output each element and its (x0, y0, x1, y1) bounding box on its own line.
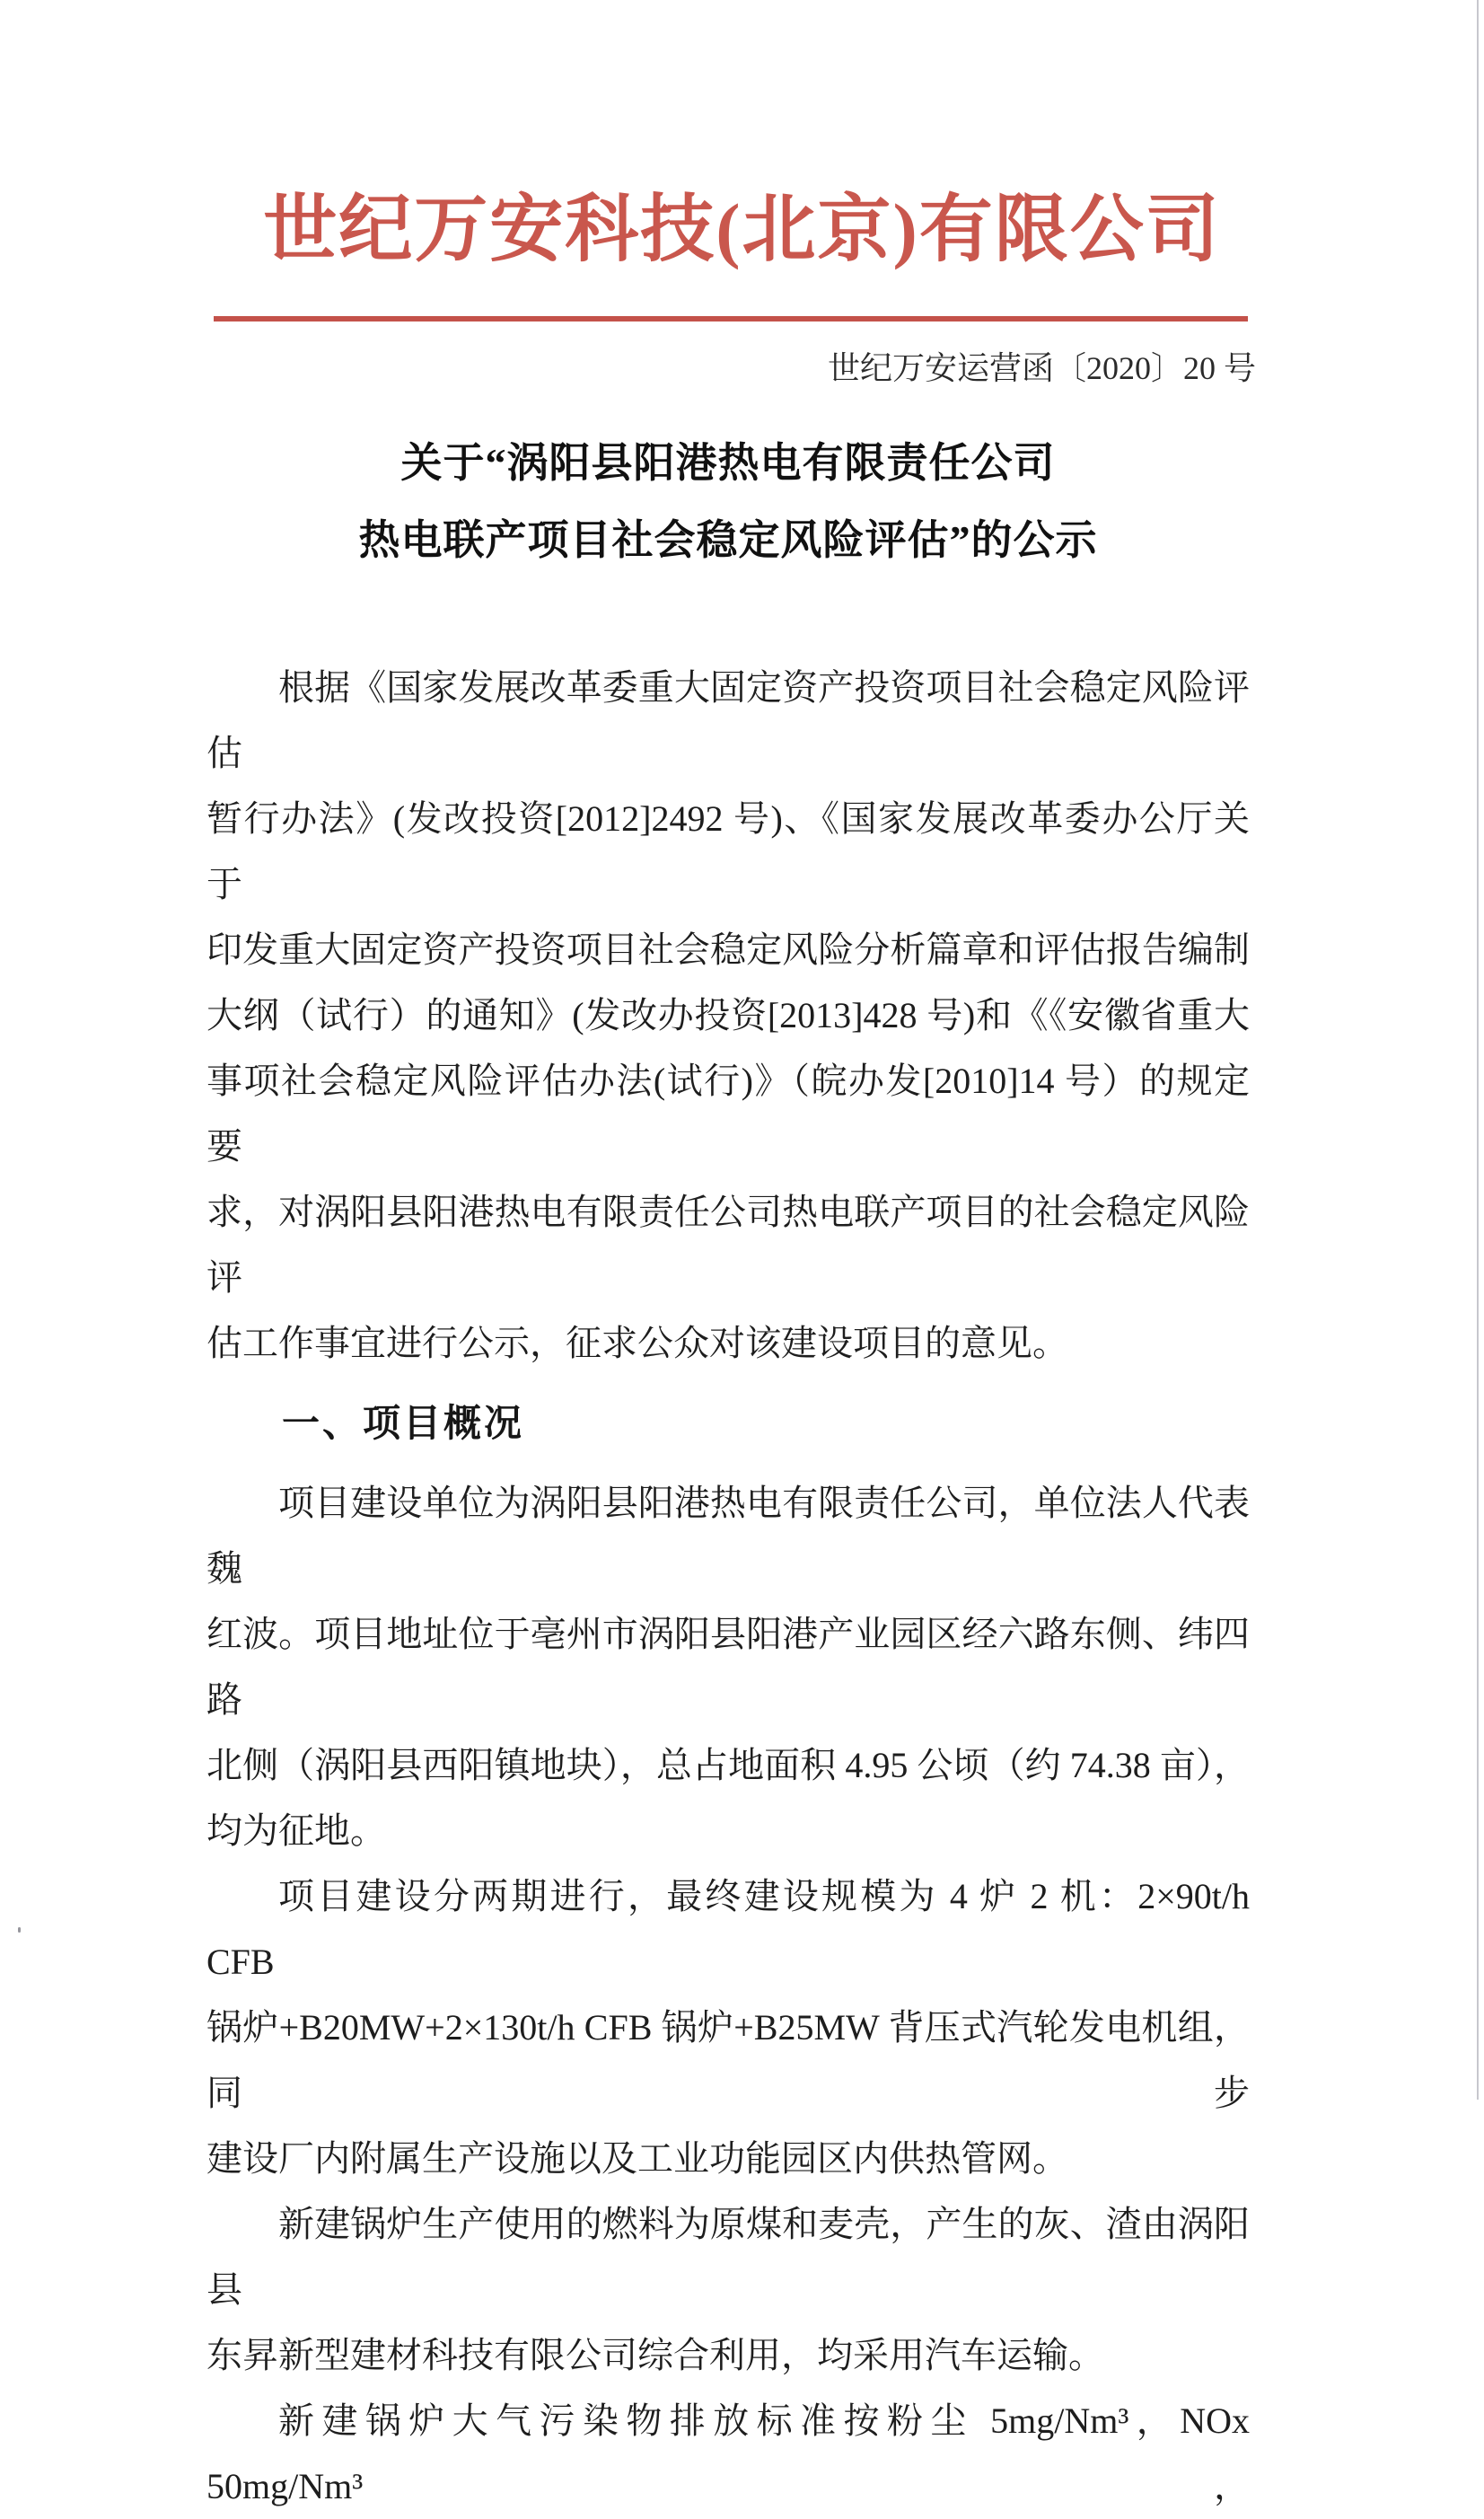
paragraph-emission-standards (206, 2388, 1250, 2519)
text-line: 红波。项目地址位于亳州市涡阳县阳港产业园区经六路东侧、纬四路 (206, 1614, 1250, 1720)
text-line: 新建锅炉生产使用的燃料为原煤和麦壳，产生的灰、渣由涡阳县 (206, 2204, 1250, 2310)
paragraph-fuel-and-ash (206, 2191, 1250, 2388)
scan-speck-artifact (18, 1927, 21, 1933)
text-line: 新建锅炉大气污染物排放标准按粉尘 5mg/Nm³，NOx 50mg/Nm³， (206, 2400, 1250, 2506)
notice-title (206, 425, 1250, 579)
text-line: 求，对涡阳县阳港热电有限责任公司热电联产项目的社会稳定风险评 (206, 1192, 1250, 1298)
section-heading-project-overview: 一、项目概况 (282, 1402, 525, 1444)
notice-title-line1: 关于“涡阳县阳港热电有限责任公司 (400, 440, 1056, 486)
text-line: 事项社会稳定风险评估办法(试行)》（皖办发[2010]14 号）的规定要 (206, 1061, 1250, 1167)
text-line: 东昇新型建材科技有限公司综合利用，均采用汽车运输。 (206, 2335, 1104, 2375)
text-line: 均为征地。 (206, 1810, 386, 1851)
letterhead-divider-rule (214, 316, 1248, 321)
text-line: 北侧（涡阳县西阳镇地块），总占地面积 4.95 公顷（约 74.38 亩）， (206, 1745, 1250, 1785)
scan-edge-artifact (1477, 0, 1479, 2100)
text-line: 根据《国家发展改革委重大固定资产投资项目社会稳定风险评估 (206, 667, 1250, 773)
paragraph-construction-scale (206, 1863, 1250, 2191)
paragraph-intro (206, 655, 1250, 1376)
text-line: 建设厂内附属生产设施以及工业功能园区内供热管网。 (206, 2138, 1068, 2179)
text-line: 估工作事宜进行公示，征求公众对该建设项目的意见。 (206, 1323, 1068, 1363)
text-line: 大纲（试行）的通知》(发改办投资[2013]428 号)和《《安徽省重大 (206, 995, 1250, 1035)
company-letterhead-title: 世纪万安科技(北京)有限公司 (263, 189, 1221, 270)
text-line: 暂行办法》(发改投资[2012]2492 号)、《国家发展改革委办公厅关于 (206, 798, 1250, 904)
document-reference-number: 世纪万安运营函〔2020〕20 号 (827, 350, 1256, 386)
document-body (206, 655, 1250, 2519)
text-line: 项目建设分两期进行，最终建设规模为 4 炉 2 机：2×90t/h CFB (206, 1876, 1250, 1982)
paragraph-project-basics (206, 1470, 1250, 1863)
text-line: 项目建设单位为涡阳县阳港热电有限责任公司，单位法人代表魏 (206, 1483, 1250, 1589)
text-line: 印发重大固定资产投资项目社会稳定风险分析篇章和评估报告编制 (206, 929, 1250, 970)
notice-title-line2: 热电联产项目社会稳定风险评估”的公示 (358, 517, 1098, 563)
text-line: 锅炉+B20MW+2×130t/h CFB 锅炉+B25MW 背压式汽轮发电机组，同步 (206, 2007, 1250, 2113)
